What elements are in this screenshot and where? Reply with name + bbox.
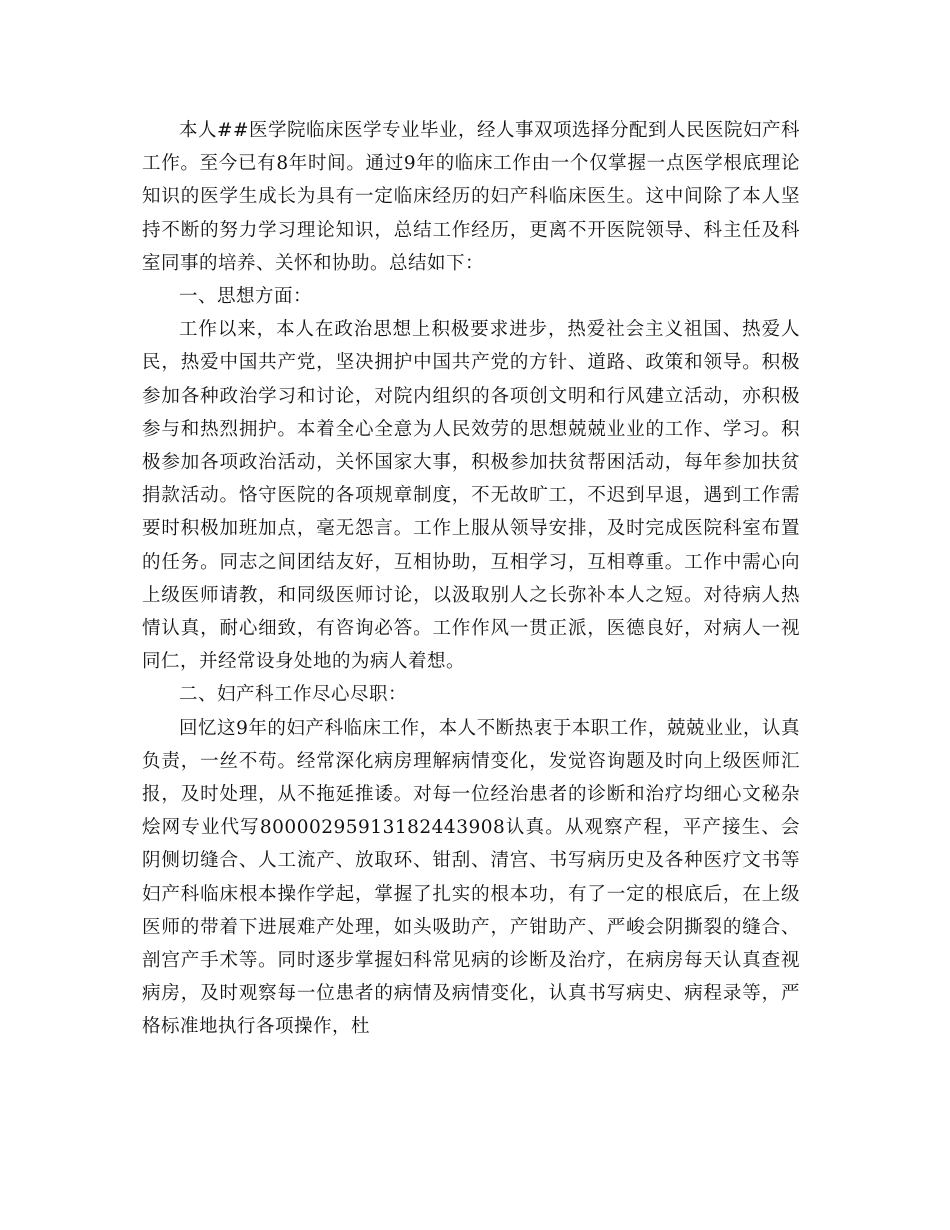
paragraph-intro: 本人##医学院临床医学专业毕业，经人事双项选择分配到人民医院妇产科工作。至今已有8年时间。通过9年的临床工作由一个仅掌握一点医学根底理论知识的医学生成长为具有一定临床经历的妇产科临床医生。这中间除了本人坚持不断的努力学习理论知识，总结工作经历，更离不开医院领导、科主任及科室同事的培养、关怀和协助。总结如下： [142,120,801,274]
paragraph-thought: 工作以来，本人在政治思想上积极要求进步，热爱社会主义祖国、热爱人民，热爱中国共产党，坚决拥护中国共产党的方针、道路、政策和领导。积极参加各种政治学习和讨论，对院内组织的各项创文明和行风建立活动，亦积极参与和热烈拥护。本着全心全意为人民效劳的思想兢兢业业的工作、学习。积极参加各项政治活动，关怀国家大事，积极参加扶贫帮困活动，每年参加扶贫捐款活动。恪守医院的各项规章制度，不无故旷工，不迟到早退，遇到工作需要时积极加班加点，毫无怨言。工作上服从领导安排，及时完成医院科室布置的任务。同志之间团结友好，互相协助，互相学习，互相尊重。工作中需心向上级医师请教，和同级医师讨论，以汲取别人之长弥补本人之短。对待病人热情认真，耐心细致，有咨询必答。工作作风一贯正派，医德良好，对病人一视同仁，并经常设身处地的为病人着想。 [142,319,800,673]
document-body [142,114,800,1044]
section-heading-thought: 一、思想方面： [179,286,313,308]
paragraph-obstetrics: 回忆这9年的妇产科临床工作，本人不断热衷于本职工作，兢兢业业，认真负责，一丝不苟。经常深化病房理解病情变化，发觉咨询题及时向上级医师汇报，及时处理，从不拖延推诿。对每一位经治患者的诊断和治疗均细心文秘杂烩网专业代写80000295913182443908认真。从观察产程，平产接生、会阴侧切缝合、人工流产、放取环、钳刮、清宫、书写病历史及各种医疗文书等妇产科临床根本操作学起，掌握了扎实的根本功，有了一定的根底后，在上级医师的带着下进展难产处理，如头吸助产，产钳助产、严峻会阴撕裂的缝合、剖宫产手术等。同时逐步掌握妇科常见病的诊断及治疗，在病房每天认真查视病房，及时观察每一位患者的病情及病情变化，认真书写病史、病程录等，严格标准地执行各项操作，杜 [142,717,800,1038]
section-heading-obstetrics: 二、妇产科工作尽心尽职： [179,684,408,706]
